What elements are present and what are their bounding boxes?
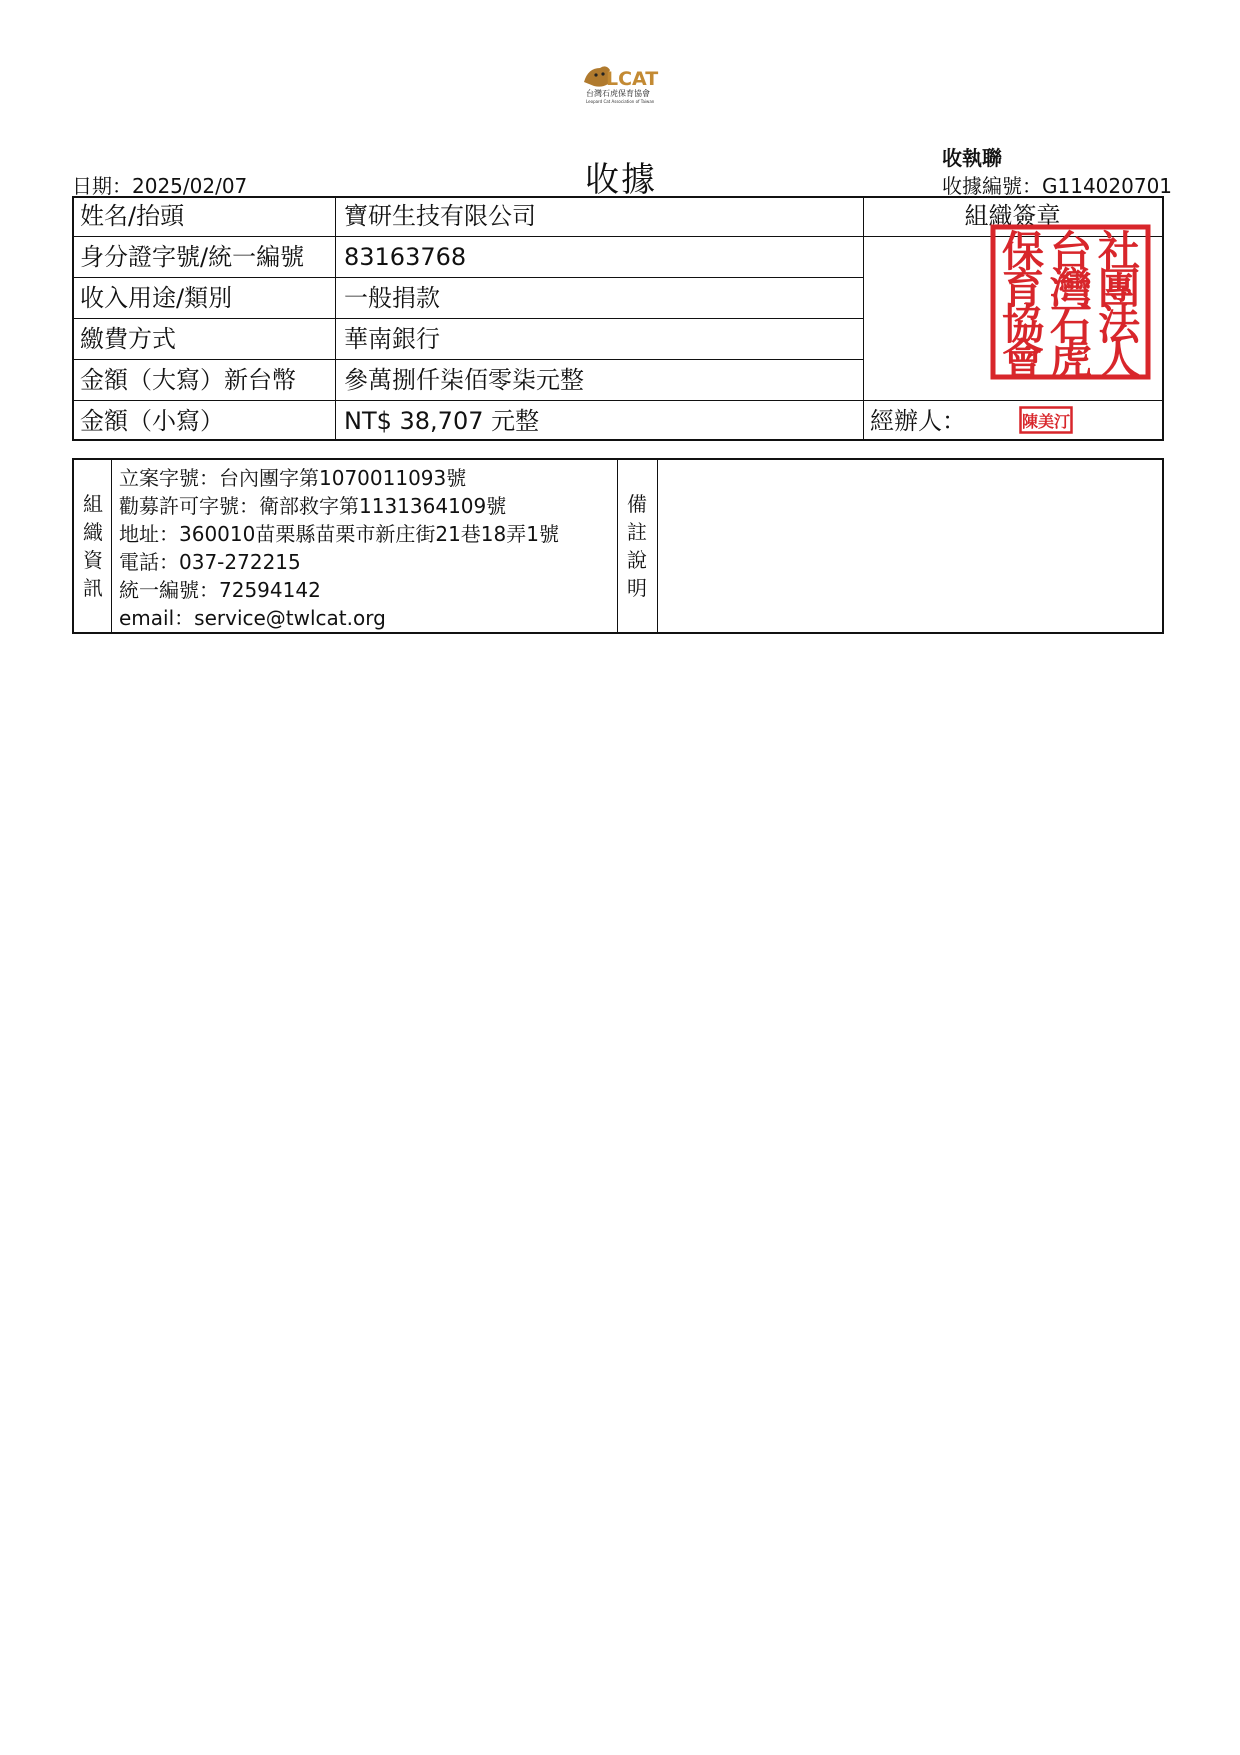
value-amount-number: NT$ 38,707 元整 — [344, 407, 540, 435]
value-id-number: 83163768 — [344, 243, 467, 271]
org-info-label: 組 織 資 訊 — [83, 492, 103, 600]
value-payment-method: 華南銀行 — [344, 325, 440, 353]
label-purpose: 收入用途/類別 — [80, 284, 233, 312]
label-amount-words: 金額（大寫）新台幣 — [80, 366, 296, 394]
remarks-label: 備 註 說 明 — [627, 492, 647, 600]
svg-text:會: 會 — [1001, 335, 1045, 380]
svg-text:石: 石 — [1049, 300, 1093, 349]
handler-seal — [1019, 406, 1073, 434]
org-logo — [582, 60, 660, 106]
receipt-number: 收據編號：G114020701 — [942, 174, 1173, 198]
svg-text:陳美汀: 陳美汀 — [1021, 412, 1071, 431]
label-amount-number: 金額（小寫） — [80, 407, 224, 435]
handler-label: 經辦人： — [870, 407, 966, 435]
receipt-table — [72, 196, 1164, 441]
label-id-number: 身分證字號/統一編號 — [80, 243, 305, 271]
svg-text:社: 社 — [1097, 227, 1141, 276]
logo-subtitle-en: Leopard Cat Association of Taiwan — [586, 99, 655, 104]
receipt-date: 日期：2025/02/07 — [72, 174, 248, 198]
seal-header: 組織簽章 — [964, 202, 1061, 230]
organization-stamp — [990, 224, 1151, 380]
label-name: 姓名/抬頭 — [80, 202, 185, 230]
svg-text:人: 人 — [1097, 335, 1141, 380]
copy-label: 收執聯 — [942, 146, 1002, 170]
org-fundraising-permit: 勸募許可字號：衛部救字第1131364109號 — [119, 494, 507, 518]
svg-text:虎: 虎 — [1049, 335, 1093, 380]
svg-text:協: 協 — [1001, 300, 1045, 349]
svg-text:保: 保 — [1001, 227, 1045, 276]
org-tax-id: 統一編號：72594142 — [119, 578, 321, 602]
svg-text:法: 法 — [1097, 300, 1141, 349]
logo-subtitle-cn: 台灣石虎保育協會 — [586, 89, 650, 98]
value-purpose: 一般捐款 — [344, 284, 440, 312]
svg-text:育: 育 — [1001, 264, 1045, 313]
value-name: 寶研生技有限公司 — [344, 202, 536, 230]
org-email: email：service@twlcat.org — [119, 606, 386, 630]
label-payment-method: 繳費方式 — [80, 325, 176, 353]
org-address: 地址：360010苗栗縣苗栗市新庄街21巷18弄1號 — [119, 522, 559, 546]
org-info-lines — [119, 464, 559, 632]
org-phone: 電話：037-272215 — [119, 550, 301, 574]
svg-text:團: 團 — [1097, 264, 1141, 313]
logo-text: LCAT — [606, 68, 659, 90]
organization-info-table — [72, 458, 1164, 634]
svg-text:灣: 灣 — [1049, 264, 1093, 313]
value-amount-words: 參萬捌仟柒佰零柒元整 — [344, 366, 584, 394]
org-registration-no: 立案字號：台內團字第1070011093號 — [119, 466, 467, 490]
page-title: 收據 — [585, 160, 657, 200]
svg-text:台: 台 — [1049, 227, 1093, 276]
